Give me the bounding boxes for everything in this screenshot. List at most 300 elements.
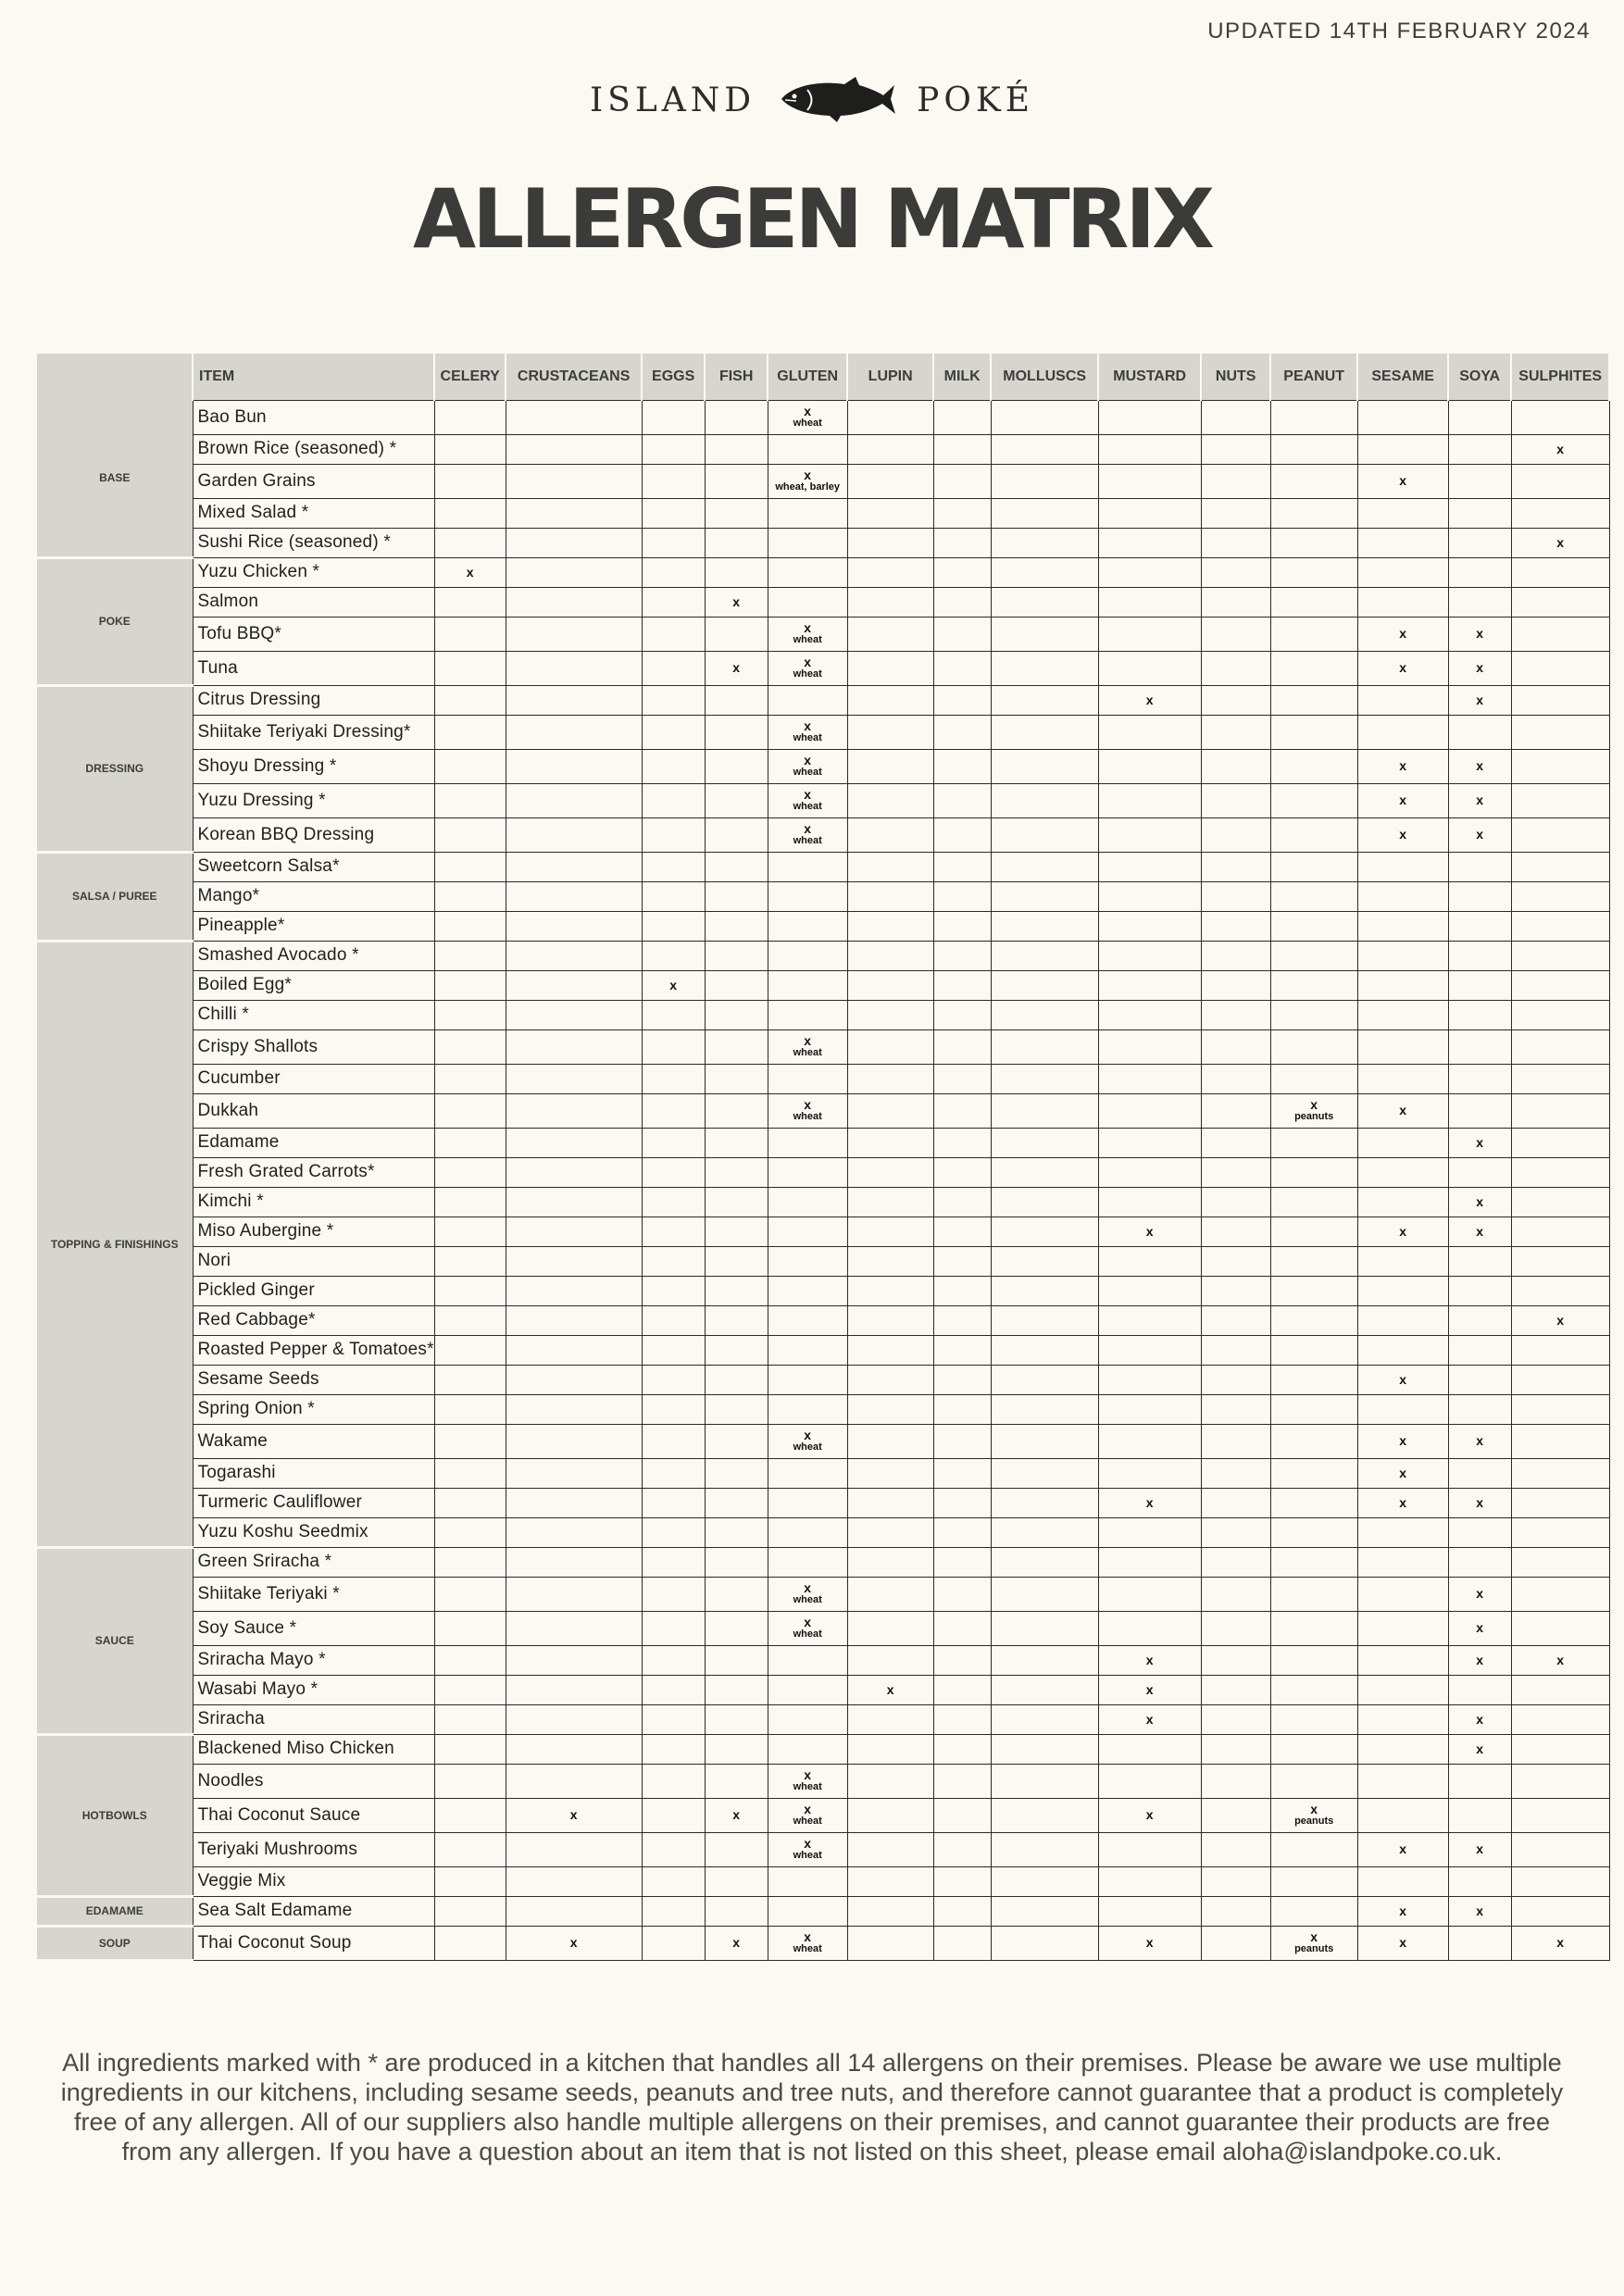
allergen-cell-soya (1448, 1305, 1511, 1335)
allergen-cell-celery (434, 1458, 506, 1488)
allergen-cell-soya (1448, 528, 1511, 557)
allergen-mark (1449, 1588, 1511, 1600)
allergen-cell-nuts (1201, 1424, 1270, 1458)
allergen-cell-eggs (642, 1734, 705, 1764)
allergen-cell-peanut (1270, 651, 1357, 685)
allergen-cell-milk (933, 1305, 991, 1335)
allergen-cell-fish (705, 498, 768, 528)
allergen-cell-molluscs (991, 1832, 1098, 1866)
allergen-mark (1358, 1435, 1448, 1447)
allergen-cell-peanut (1270, 1276, 1357, 1305)
allergen-cell-molluscs (991, 715, 1098, 749)
item-name: Turmeric Cauliflower (193, 1488, 434, 1517)
allergen-mark (1449, 760, 1511, 772)
allergen-cell-milk (933, 715, 991, 749)
allergen-cell-eggs (642, 1926, 705, 1960)
allergen-cell-fish (705, 1675, 768, 1704)
allergen-cell-eggs (642, 617, 705, 651)
allergen-cell-peanut (1270, 852, 1357, 881)
table-row (37, 400, 1609, 434)
allergen-cell-soya (1448, 651, 1511, 685)
allergen-cell-eggs (642, 1000, 705, 1029)
allergen-cell-sesame (1357, 1675, 1448, 1704)
allergen-cell-fish (705, 1187, 768, 1217)
allergen-cell-celery (434, 1064, 506, 1093)
table-row (37, 1394, 1609, 1424)
allergen-cell-crustaceans (506, 1577, 642, 1611)
allergen-cell-mustard (1098, 817, 1201, 852)
mark-symbol: x (804, 787, 812, 802)
allergen-cell-crustaceans (506, 1611, 642, 1645)
allergen-cell-gluten (768, 1896, 847, 1926)
allergen-cell-fish (705, 783, 768, 817)
allergen-cell-molluscs (991, 1798, 1098, 1832)
table-row (37, 1704, 1609, 1734)
mark-symbol: x (1399, 1371, 1407, 1387)
allergen-cell-mustard (1098, 557, 1201, 587)
allergen-cell-soya (1448, 1488, 1511, 1517)
allergen-cell-soya (1448, 1458, 1511, 1488)
allergen-cell-lupin (847, 1488, 933, 1517)
allergen-cell-celery (434, 1926, 506, 1960)
allergen-note: wheat (793, 835, 822, 846)
allergen-cell-nuts (1201, 1064, 1270, 1093)
allergen-mark (768, 1035, 847, 1058)
allergen-cell-sulphites (1511, 749, 1609, 783)
table-row (37, 1832, 1609, 1866)
allergen-cell-crustaceans (506, 1157, 642, 1187)
allergen-cell-lupin (847, 528, 933, 557)
allergen-cell-molluscs (991, 941, 1098, 970)
allergen-cell-peanut (1270, 817, 1357, 852)
allergen-cell-nuts (1201, 970, 1270, 1000)
allergen-cell-nuts (1201, 1645, 1270, 1675)
allergen-cell-celery (434, 1675, 506, 1704)
column-header-crustaceans: CRUSTACEANS (506, 354, 642, 400)
allergen-cell-celery (434, 1611, 506, 1645)
allergen-cell-sesame (1357, 1704, 1448, 1734)
table-row (37, 1611, 1609, 1645)
allergen-cell-sesame (1357, 1517, 1448, 1547)
allergen-cell-sulphites (1511, 911, 1609, 941)
allergen-cell-mustard (1098, 715, 1201, 749)
category-label: SOUP (37, 1926, 193, 1960)
item-name: Mixed Salad * (193, 498, 434, 528)
mark-symbol: x (1476, 1134, 1484, 1150)
allergen-cell-mustard (1098, 1276, 1201, 1305)
item-name: Boiled Egg* (193, 970, 434, 1000)
allergen-cell-molluscs (991, 1276, 1098, 1305)
item-name: Fresh Grated Carrots* (193, 1157, 434, 1187)
allergen-cell-gluten (768, 1611, 847, 1645)
allergen-cell-peanut (1270, 1424, 1357, 1458)
allergen-cell-peanut (1270, 1093, 1357, 1128)
allergen-cell-molluscs (991, 1734, 1098, 1764)
brand-word-poke: POKÉ (917, 81, 1035, 119)
mark-symbol: x (1145, 1223, 1154, 1239)
allergen-cell-gluten (768, 1458, 847, 1488)
allergen-mark (706, 1937, 768, 1949)
allergen-cell-fish (705, 1394, 768, 1424)
allergen-cell-molluscs (991, 1577, 1098, 1611)
item-name: Sushi Rice (seasoned) * (193, 528, 434, 557)
allergen-cell-celery (434, 1488, 506, 1517)
allergen-cell-soya (1448, 1365, 1511, 1394)
mark-symbol: x (1399, 1465, 1407, 1480)
mark-symbol: x (466, 564, 474, 580)
allergen-cell-crustaceans (506, 528, 642, 557)
allergen-cell-sesame (1357, 970, 1448, 1000)
item-name: Kimchi * (193, 1187, 434, 1217)
table-row (37, 498, 1609, 528)
mark-symbol: x (1399, 1935, 1407, 1950)
allergen-cell-nuts (1201, 1305, 1270, 1335)
allergen-mark (1512, 1937, 1609, 1949)
allergen-cell-mustard (1098, 783, 1201, 817)
allergen-cell-nuts (1201, 1335, 1270, 1365)
allergen-cell-molluscs (991, 852, 1098, 881)
allergen-cell-lupin (847, 749, 933, 783)
allergen-cell-molluscs (991, 400, 1098, 434)
allergen-cell-molluscs (991, 1517, 1098, 1547)
allergen-cell-milk (933, 1675, 991, 1704)
allergen-cell-crustaceans (506, 434, 642, 464)
allergen-cell-molluscs (991, 1424, 1098, 1458)
allergen-cell-soya (1448, 434, 1511, 464)
allergen-cell-mustard (1098, 1896, 1201, 1926)
allergen-cell-molluscs (991, 1157, 1098, 1187)
allergen-cell-eggs (642, 587, 705, 617)
allergen-cell-milk (933, 1157, 991, 1187)
allergen-cell-mustard (1098, 1764, 1201, 1798)
table-row (37, 1157, 1609, 1187)
allergen-cell-sesame (1357, 941, 1448, 970)
allergen-cell-sesame (1357, 1276, 1448, 1305)
allergen-cell-nuts (1201, 1029, 1270, 1064)
mark-symbol: x (1145, 1935, 1154, 1950)
allergen-cell-mustard (1098, 1000, 1201, 1029)
allergen-cell-lupin (847, 715, 933, 749)
allergen-cell-sulphites (1511, 400, 1609, 434)
table-row (37, 970, 1609, 1000)
allergen-cell-peanut (1270, 1896, 1357, 1926)
allergen-cell-nuts (1201, 651, 1270, 685)
allergen-cell-lupin (847, 1547, 933, 1577)
allergen-cell-milk (933, 1187, 991, 1217)
allergen-mark (1358, 1905, 1448, 1917)
allergen-cell-lupin (847, 1734, 933, 1764)
mark-symbol: x (1476, 1652, 1484, 1667)
allergen-cell-fish (705, 1798, 768, 1832)
allergen-cell-crustaceans (506, 651, 642, 685)
allergen-cell-sesame (1357, 1611, 1448, 1645)
allergen-cell-soya (1448, 464, 1511, 498)
allergen-cell-celery (434, 1547, 506, 1577)
allergen-cell-milk (933, 1029, 991, 1064)
allergen-cell-sulphites (1511, 1128, 1609, 1157)
allergen-cell-molluscs (991, 1394, 1098, 1424)
allergen-cell-eggs (642, 970, 705, 1000)
allergen-cell-peanut (1270, 1187, 1357, 1217)
allergen-cell-soya (1448, 881, 1511, 911)
allergen-cell-mustard (1098, 434, 1201, 464)
allergen-cell-nuts (1201, 1577, 1270, 1611)
page-title: ALLERGEN MATRIX (413, 171, 1211, 267)
allergen-note: wheat (793, 1628, 822, 1640)
category-label: BASE (37, 400, 193, 557)
allergen-cell-sulphites (1511, 970, 1609, 1000)
allergen-mark (1358, 1467, 1448, 1479)
allergen-cell-eggs (642, 498, 705, 528)
allergen-cell-soya (1448, 1424, 1511, 1458)
allergen-mark (1449, 829, 1511, 841)
allergen-cell-celery (434, 498, 506, 528)
allergen-cell-molluscs (991, 783, 1098, 817)
allergen-cell-peanut (1270, 1798, 1357, 1832)
allergen-cell-molluscs (991, 464, 1098, 498)
mark-symbol: x (1399, 626, 1407, 641)
allergen-cell-sesame (1357, 715, 1448, 749)
allergen-cell-nuts (1201, 1866, 1270, 1896)
item-name: Korean BBQ Dressing (193, 817, 434, 852)
item-name: Pineapple* (193, 911, 434, 941)
allergen-mark (768, 1616, 847, 1640)
allergen-cell-crustaceans (506, 1217, 642, 1246)
table-row (37, 1305, 1609, 1335)
allergen-cell-milk (933, 1000, 991, 1029)
allergen-cell-nuts (1201, 528, 1270, 557)
allergen-cell-sesame (1357, 1394, 1448, 1424)
allergen-cell-crustaceans (506, 1675, 642, 1704)
mark-symbol: x (804, 718, 812, 733)
allergen-cell-sesame (1357, 1734, 1448, 1764)
allergen-cell-molluscs (991, 1704, 1098, 1734)
allergen-cell-sulphites (1511, 498, 1609, 528)
item-name: Chilli * (193, 1000, 434, 1029)
allergen-cell-eggs (642, 1365, 705, 1394)
allergen-cell-lupin (847, 881, 933, 911)
allergen-cell-milk (933, 911, 991, 941)
allergen-cell-fish (705, 587, 768, 617)
allergen-cell-peanut (1270, 528, 1357, 557)
allergen-mark (768, 1838, 847, 1861)
allergen-cell-peanut (1270, 1675, 1357, 1704)
allergen-cell-nuts (1201, 617, 1270, 651)
allergen-cell-crustaceans (506, 1704, 642, 1734)
allergen-cell-nuts (1201, 715, 1270, 749)
allergen-mark (1358, 628, 1448, 640)
allergen-mark (1358, 1494, 1448, 1510)
allergen-cell-sesame (1357, 1424, 1448, 1458)
allergen-cell-molluscs (991, 434, 1098, 464)
allergen-cell-crustaceans (506, 685, 642, 715)
allergen-cell-soya (1448, 911, 1511, 941)
allergen-cell-mustard (1098, 1547, 1201, 1577)
table-row (37, 941, 1609, 970)
allergen-cell-nuts (1201, 1675, 1270, 1704)
allergen-cell-crustaceans (506, 1305, 642, 1335)
allergen-cell-molluscs (991, 970, 1098, 1000)
allergen-cell-peanut (1270, 1365, 1357, 1394)
allergen-cell-fish (705, 1335, 768, 1365)
allergen-cell-molluscs (991, 1335, 1098, 1365)
allergen-cell-crustaceans (506, 1424, 642, 1458)
allergen-cell-milk (933, 1734, 991, 1764)
item-name: Thai Coconut Sauce (193, 1798, 434, 1832)
allergen-cell-nuts (1201, 852, 1270, 881)
allergen-cell-fish (705, 1611, 768, 1645)
allergen-cell-sesame (1357, 1896, 1448, 1926)
allergen-cell-sulphites (1511, 1424, 1609, 1458)
allergen-cell-sesame (1357, 400, 1448, 434)
allergen-cell-peanut (1270, 1064, 1357, 1093)
allergen-cell-nuts (1201, 911, 1270, 941)
column-header-gluten: GLUTEN (768, 354, 847, 400)
allergen-mark (768, 1429, 847, 1453)
allergen-mark (768, 755, 847, 778)
allergen-mark (1358, 1843, 1448, 1855)
allergen-cell-nuts (1201, 557, 1270, 587)
table-row (37, 685, 1609, 715)
mark-symbol: x (1399, 473, 1407, 488)
allergen-cell-sulphites (1511, 1458, 1609, 1488)
mark-symbol: x (804, 821, 812, 836)
allergen-cell-eggs (642, 1458, 705, 1488)
allergen-cell-eggs (642, 1798, 705, 1832)
allergen-cell-gluten (768, 1704, 847, 1734)
allergen-cell-molluscs (991, 1000, 1098, 1029)
allergen-cell-lupin (847, 911, 933, 941)
allergen-mark (1449, 1711, 1511, 1727)
allergen-cell-gluten (768, 1832, 847, 1866)
allergen-cell-eggs (642, 1577, 705, 1611)
allergen-cell-sesame (1357, 1335, 1448, 1365)
allergen-cell-milk (933, 941, 991, 970)
allergen-mark (768, 1931, 847, 1954)
item-name: Nori (193, 1246, 434, 1276)
allergen-cell-gluten (768, 1246, 847, 1276)
allergen-mark (1358, 760, 1448, 772)
allergen-mark (768, 789, 847, 812)
mark-symbol: x (1476, 1741, 1484, 1756)
allergen-cell-sesame (1357, 464, 1448, 498)
allergen-cell-celery (434, 617, 506, 651)
mark-symbol: x (804, 1836, 812, 1851)
allergen-cell-crustaceans (506, 1246, 642, 1276)
allergen-cell-milk (933, 1424, 991, 1458)
allergen-mark (1358, 1223, 1448, 1239)
table-row (37, 1187, 1609, 1217)
allergen-cell-peanut (1270, 941, 1357, 970)
item-name: Citrus Dressing (193, 685, 434, 715)
allergen-cell-celery (434, 1276, 506, 1305)
allergen-cell-peanut (1270, 881, 1357, 911)
allergen-cell-sesame (1357, 498, 1448, 528)
allergen-cell-crustaceans (506, 1064, 642, 1093)
allergen-cell-peanut (1270, 685, 1357, 715)
mark-symbol: x (804, 1802, 812, 1816)
allergen-cell-gluten (768, 941, 847, 970)
allergen-cell-soya (1448, 1217, 1511, 1246)
allergen-cell-peanut (1270, 1157, 1357, 1187)
allergen-cell-milk (933, 1866, 991, 1896)
allergen-cell-eggs (642, 749, 705, 783)
table-row (37, 1675, 1609, 1704)
allergen-cell-fish (705, 1128, 768, 1157)
allergen-cell-mustard (1098, 1458, 1201, 1488)
allergen-cell-sesame (1357, 1547, 1448, 1577)
mark-symbol: x (1310, 1802, 1318, 1816)
allergen-mark (768, 720, 847, 743)
allergen-cell-molluscs (991, 1675, 1098, 1704)
allergen-mark (1271, 1931, 1357, 1954)
allergen-cell-nuts (1201, 1217, 1270, 1246)
allergen-cell-celery (434, 528, 506, 557)
allergen-cell-peanut (1270, 1029, 1357, 1064)
category-header (37, 354, 193, 400)
allergen-cell-sesame (1357, 434, 1448, 464)
allergen-cell-fish (705, 1734, 768, 1764)
allergen-mark (768, 1769, 847, 1792)
allergen-cell-mustard (1098, 1517, 1201, 1547)
allergen-cell-nuts (1201, 1764, 1270, 1798)
item-name: Wasabi Mayo * (193, 1675, 434, 1704)
allergen-cell-molluscs (991, 1305, 1098, 1335)
allergen-cell-fish (705, 528, 768, 557)
allergen-cell-sesame (1357, 617, 1448, 651)
allergen-cell-soya (1448, 1611, 1511, 1645)
allergen-cell-mustard (1098, 1217, 1201, 1246)
allergen-cell-soya (1448, 1000, 1511, 1029)
allergen-cell-gluten (768, 1217, 847, 1246)
allergen-cell-peanut (1270, 1217, 1357, 1246)
mark-symbol: x (1476, 1494, 1484, 1510)
allergen-cell-fish (705, 1704, 768, 1734)
allergen-cell-fish (705, 941, 768, 970)
allergen-cell-milk (933, 1611, 991, 1645)
allergen-cell-molluscs (991, 1093, 1098, 1128)
allergen-cell-crustaceans (506, 1517, 642, 1547)
allergen-cell-gluten (768, 1645, 847, 1675)
allergen-mark (1099, 1681, 1201, 1697)
allergen-cell-celery (434, 941, 506, 970)
table-row (37, 749, 1609, 783)
allergen-cell-peanut (1270, 498, 1357, 528)
allergen-cell-peanut (1270, 1335, 1357, 1365)
allergen-cell-gluten (768, 1000, 847, 1029)
mark-symbol: x (732, 593, 741, 609)
allergen-cell-eggs (642, 881, 705, 911)
allergen-mark (1099, 1711, 1201, 1727)
allergen-cell-celery (434, 970, 506, 1000)
allergen-cell-sulphites (1511, 1064, 1609, 1093)
allergen-cell-gluten (768, 1734, 847, 1764)
allergen-cell-fish (705, 1866, 768, 1896)
mark-symbol: x (886, 1681, 894, 1697)
allergen-cell-fish (705, 1926, 768, 1960)
item-name: Thai Coconut Soup (193, 1926, 434, 1960)
allergen-cell-gluten (768, 1305, 847, 1335)
allergen-cell-peanut (1270, 557, 1357, 587)
allergen-cell-soya (1448, 498, 1511, 528)
allergen-mark (1358, 662, 1448, 674)
allergen-cell-nuts (1201, 881, 1270, 911)
allergen-cell-lupin (847, 1246, 933, 1276)
allergen-cell-milk (933, 1488, 991, 1517)
allergen-cell-crustaceans (506, 881, 642, 911)
allergen-cell-sulphites (1511, 1764, 1609, 1798)
allergen-cell-celery (434, 1798, 506, 1832)
